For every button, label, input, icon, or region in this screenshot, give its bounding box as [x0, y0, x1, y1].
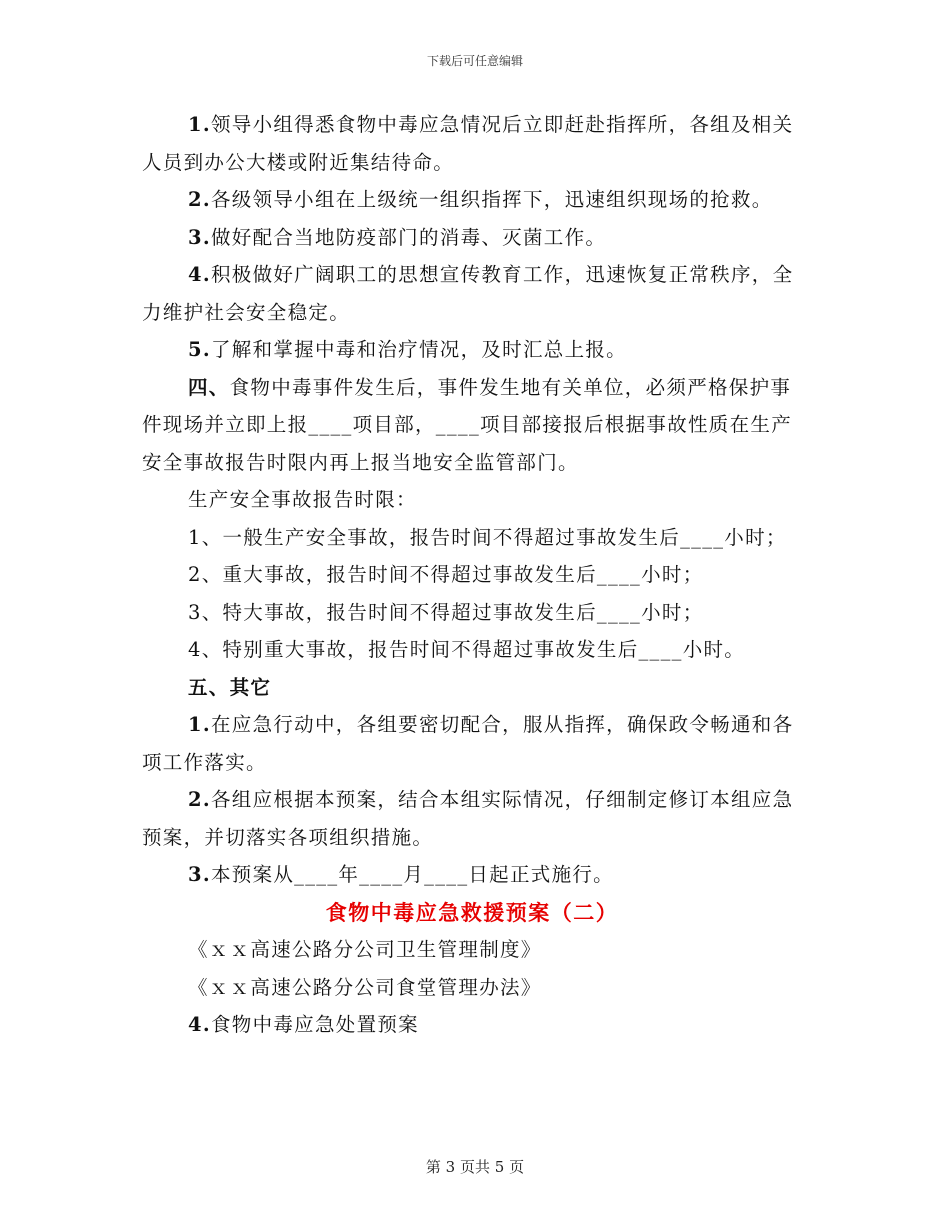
section-heading: 四、: [188, 375, 230, 399]
paragraph-2: [142, 181, 802, 219]
paragraph-4: [142, 256, 802, 331]
section-4-paragraph: [142, 369, 802, 482]
paragraph-3: [142, 219, 802, 257]
item-text: 了解和掌握中毒和治疗情况，及时汇总上报。: [210, 338, 627, 361]
item-text: 食物中毒应急处置预案: [210, 1013, 419, 1036]
item-number: 1.: [188, 713, 211, 736]
item-text: 在应急行动中，各组要密切配合，服从指挥，确保政令畅通和各项工作落实。: [142, 713, 794, 774]
item-text: 做好配合当地防疫部门的消毒、灭菌工作。: [210, 225, 607, 249]
page-footer: 第 3 页共 5 页: [425, 1158, 525, 1176]
section-5-item-3: [142, 856, 802, 894]
report-limits-title: 生产安全事故报告时限：: [188, 488, 417, 511]
item-text: 各级领导小组在上级统一组织指挥下，迅速组织现场的抢救。: [210, 188, 773, 211]
report-limit-4: 4、特别重大事故，报告时间不得超过事故发生后____小时。: [188, 638, 746, 661]
reference-2: 《ｘｘ高速公路分公司食堂管理办法》: [188, 975, 542, 999]
item-number: 2.: [188, 788, 211, 811]
reference-3: [142, 1006, 802, 1044]
section-5-item-2: [142, 781, 802, 856]
item-text: 本预案从____年____月____日起正式施行。: [210, 863, 614, 886]
report-limit-1: 1、一般生产安全事故，报告时间不得超过事故发生后____小时；: [188, 525, 787, 549]
item-text: 积极做好广阔职工的思想宣传教育工作，迅速恢复正常秩序，全力维护社会安全稳定。: [142, 263, 794, 324]
section-text: 食物中毒事件发生后，事件发生地有关单位，必须严格保护事件现场并立即上报____项目部，____项目部接报后根据事故性质在生产安全事故报告时限内再上报当地安全监管部门。: [142, 375, 792, 474]
report-limit-3: 3、特大事故，报告时间不得超过事故发生后____小时；: [188, 600, 704, 624]
item-text: 各组应根据本预案，结合本组实际情况，仔细制定修订本组应急预案，并切落实各项组织措施。: [142, 788, 794, 849]
item-number: 3.: [188, 863, 211, 886]
item-number: 4.: [188, 1013, 211, 1036]
item-number: 2.: [188, 188, 211, 211]
reference-1: 《ｘｘ高速公路分公司卫生管理制度》: [188, 938, 542, 961]
item-number: 3.: [188, 225, 211, 249]
section-5-item-1: [142, 706, 802, 781]
item-text: 领导小组得悉食物中毒应急情况后立即赶赴指挥所，各组及相关人员到办公大楼或附近集结待命。: [142, 113, 794, 174]
paragraph-5: [142, 331, 802, 369]
document-body: [142, 106, 802, 1044]
item-number: 1.: [188, 113, 211, 136]
item-number: 4.: [188, 263, 211, 286]
page-header: 下载后可任意编辑: [426, 54, 523, 68]
item-number: 5.: [188, 338, 211, 361]
report-limit-2: 2、重大事故，报告时间不得超过事故发生后____小时；: [188, 563, 704, 586]
document-title-2: 食物中毒应急救援预案（二）: [325, 899, 619, 925]
paragraph-1: [142, 106, 802, 181]
section-5-heading: 五、其它: [188, 675, 272, 699]
